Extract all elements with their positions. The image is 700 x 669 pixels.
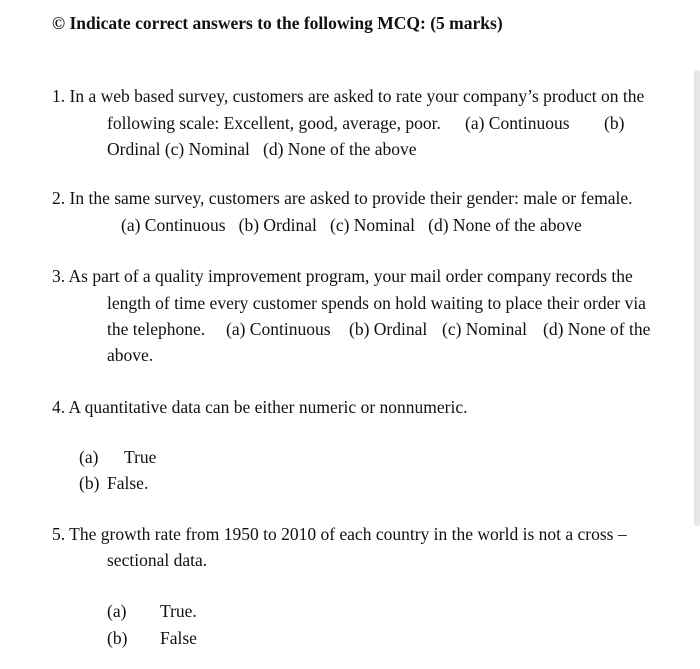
question-5-line-1: 5. The growth rate from 1950 to 2010 of each country in the world is not a cross – — [52, 524, 627, 544]
question-3-option-b: (b) Ordinal — [349, 319, 428, 339]
question-4-option-a-text: True — [124, 447, 157, 467]
question-5-option-a-text: True. — [160, 601, 197, 621]
question-5-line-2: sectional data. — [107, 550, 208, 570]
question-1-line-1: 1. In a web based survey, customers are asked to rate your company’s product on the — [52, 86, 645, 106]
vertical-scrollbar[interactable] — [694, 70, 700, 526]
question-5-option-b-text: False — [160, 628, 197, 648]
question-1-option-b: (b) — [604, 113, 625, 133]
question-3-option-a: (a) Continuous — [226, 319, 331, 339]
question-3-line-3: the telephone. — [107, 319, 206, 339]
question-5-option-a-letter: (a) — [107, 601, 127, 621]
question-3-line-1: 3. As part of a quality improvement program, your mail order company records the — [52, 266, 633, 286]
page-title: © Indicate correct answers to the following MCQ: (5 marks) — [52, 13, 503, 33]
question-1-option-a: (a) Continuous — [465, 113, 570, 133]
question-2-line-1: 2. In the same survey, customers are asked to provide their gender: male or female. — [52, 188, 633, 208]
question-4-line-1: 4. A quantitative data can be either numeric or nonnumeric. — [52, 397, 468, 417]
question-1-line-2: following scale: Excellent, good, average, poor. — [107, 113, 441, 133]
question-2-options: (a) Continuous (b) Ordinal (c) Nominal (d) None of the above — [121, 215, 582, 235]
question-1-line-3: Ordinal (c) Nominal (d) None of the above — [107, 139, 417, 159]
question-5-option-b-letter: (b) — [107, 628, 128, 648]
question-3-line-4: above. — [107, 345, 154, 365]
question-4-option-b-letter: (b) — [79, 473, 100, 493]
question-3-option-d: (d) None of the — [543, 319, 651, 339]
question-4-option-a-letter: (a) — [79, 447, 99, 467]
question-3-option-c: (c) Nominal — [442, 319, 528, 339]
question-4-option-b-text: False. — [107, 473, 149, 493]
question-3-line-2: length of time every customer spends on hold waiting to place their order via — [107, 293, 646, 313]
